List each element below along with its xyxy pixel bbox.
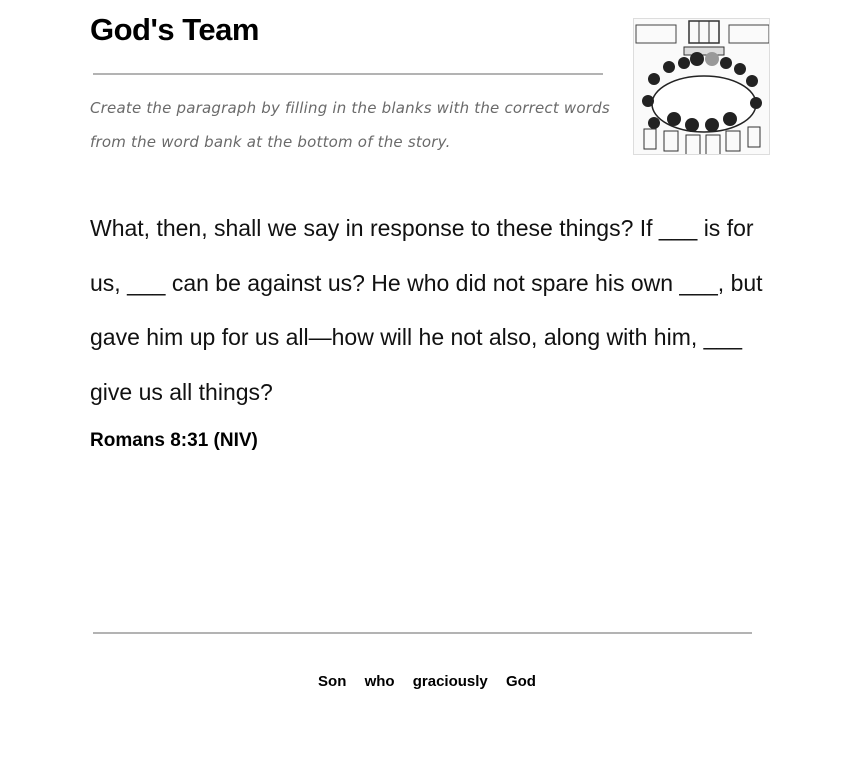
illustration-image (633, 18, 770, 155)
word-bank-item: God (505, 673, 536, 690)
instructions: Create the paragraph by filling in the blanks with the correct words from the word bank at the bottom of the story. (90, 99, 610, 151)
scripture-reference: Romans 8:31 (NIV) (90, 430, 258, 451)
divider (93, 632, 752, 634)
worksheet-title: God's Team (90, 12, 259, 47)
word-bank-item: graciously (412, 673, 488, 690)
classroom-circle-illustration-icon (634, 19, 770, 155)
word-bank (0, 673, 854, 690)
divider (93, 73, 603, 75)
scripture-passage: What, then, shall we say in response to these things? If ___ is for us, ___ can be against us? He who did not spare his own ___, but gave him up for us all—how will he not also, along with him, ___ give us all things? (90, 215, 763, 405)
word-bank-item: Son (318, 673, 347, 690)
word-bank-item: who (364, 673, 395, 690)
